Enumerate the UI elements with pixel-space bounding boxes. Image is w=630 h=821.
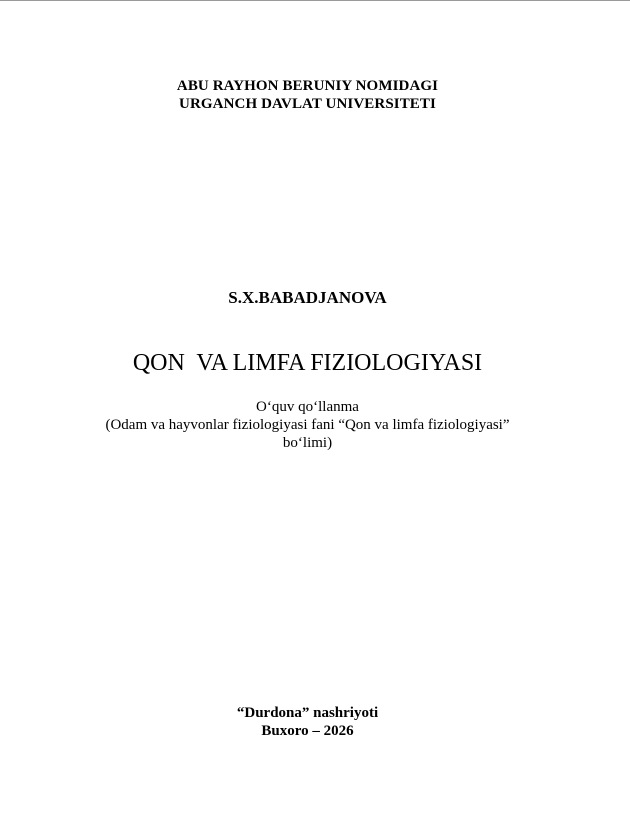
publisher-name: “Durdona” nashriyoti [236, 705, 379, 721]
publisher-block [0, 704, 615, 740]
subtitle-block [0, 398, 615, 452]
book-title: QON VA LIMFA FIZIOLOGIYASI [132, 350, 483, 376]
subtitle-description-line-1: (Odam va hayvonlar fiziologiyasi fani “Qon va limfa fiziologiyasi” [105, 417, 510, 433]
institution-header [0, 77, 615, 113]
author-name: S.X.BABADJANOVA [228, 288, 387, 307]
institution-line-1: ABU RAYHON BERUNIY NOMIDAGI [176, 78, 439, 94]
institution-line-2: URGANCH DAVLAT UNIVERSITETI [179, 96, 436, 112]
publication-type: O‘quv qo‘llanma [256, 399, 359, 415]
subtitle-description-line-2: bo‘limi) [282, 435, 333, 451]
publisher-city-year: Buxoro – 2026 [261, 723, 354, 739]
